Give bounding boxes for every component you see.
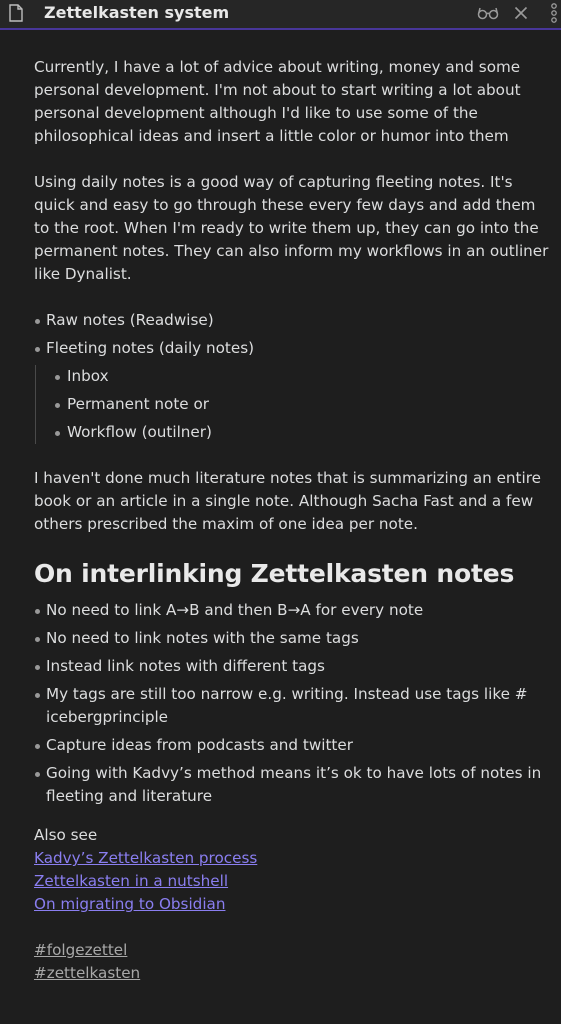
close-icon[interactable]: [512, 4, 530, 22]
internal-link[interactable]: On migrating to Obsidian: [34, 895, 226, 913]
list-item: No need to link notes with the same tags: [34, 627, 554, 650]
note-title: Zettelkasten system: [44, 3, 230, 22]
file-icon: [9, 4, 23, 22]
list-item: Capture ideas from podcasts and twitter: [34, 734, 554, 757]
nested-list: [35, 365, 554, 444]
bullet-list: [34, 599, 554, 808]
list-item-label: Fleeting notes (daily notes): [46, 339, 255, 357]
internal-link[interactable]: Kadvy’s Zettelkasten process: [34, 849, 258, 867]
list-item: Inbox: [66, 365, 554, 388]
tag-link[interactable]: #zettelkasten: [34, 964, 141, 982]
paragraph: Using daily notes is a good way of capturing fleeting notes. It's quick and easy to go through these every few days and add them to the root. When I'm ready to write them up, they can go into the permanent notes. They can also inform my workflows in an outliner like Dynalist.: [34, 173, 549, 283]
list-item: [34, 337, 554, 444]
also-see-label: Also see: [34, 826, 98, 844]
note-body: [34, 56, 554, 985]
list-item: Workflow (outilner): [66, 421, 554, 444]
internal-link[interactable]: Zettelkasten in a nutshell: [34, 872, 229, 890]
list-item: My tags are still too narrow e.g. writing. Instead use tags like # icebergprinciple: [34, 683, 554, 729]
list-item: Permanent note or: [66, 393, 554, 416]
reading-glasses-icon[interactable]: [477, 4, 499, 22]
list-item: No need to link A→B and then B→A for every note: [34, 599, 554, 622]
section-heading: On interlinking Zettelkasten notes: [34, 559, 515, 588]
title-bar: [0, 0, 561, 30]
paragraph: I haven't done much literature notes that is summarizing an entire book or an article in a single note. Although Sacha Fast and a few others prescribed the maxim of one idea per note.: [34, 469, 541, 533]
tag-link[interactable]: #folgezettel: [34, 941, 128, 959]
list-item: Raw notes (Readwise): [34, 309, 554, 332]
paragraph: Currently, I have a lot of advice about writing, money and some personal development. I'm not about to start writing a lot about personal development although I'd like to use some of the philosophical ideas and insert a little color or humor into them: [34, 58, 521, 145]
bullet-list: [34, 309, 554, 444]
list-item: Instead link notes with different tags: [34, 655, 554, 678]
more-options-icon[interactable]: [549, 3, 559, 23]
list-item: Going with Kadvy’s method means it’s ok to have lots of notes in fleeting and literature: [34, 762, 554, 808]
